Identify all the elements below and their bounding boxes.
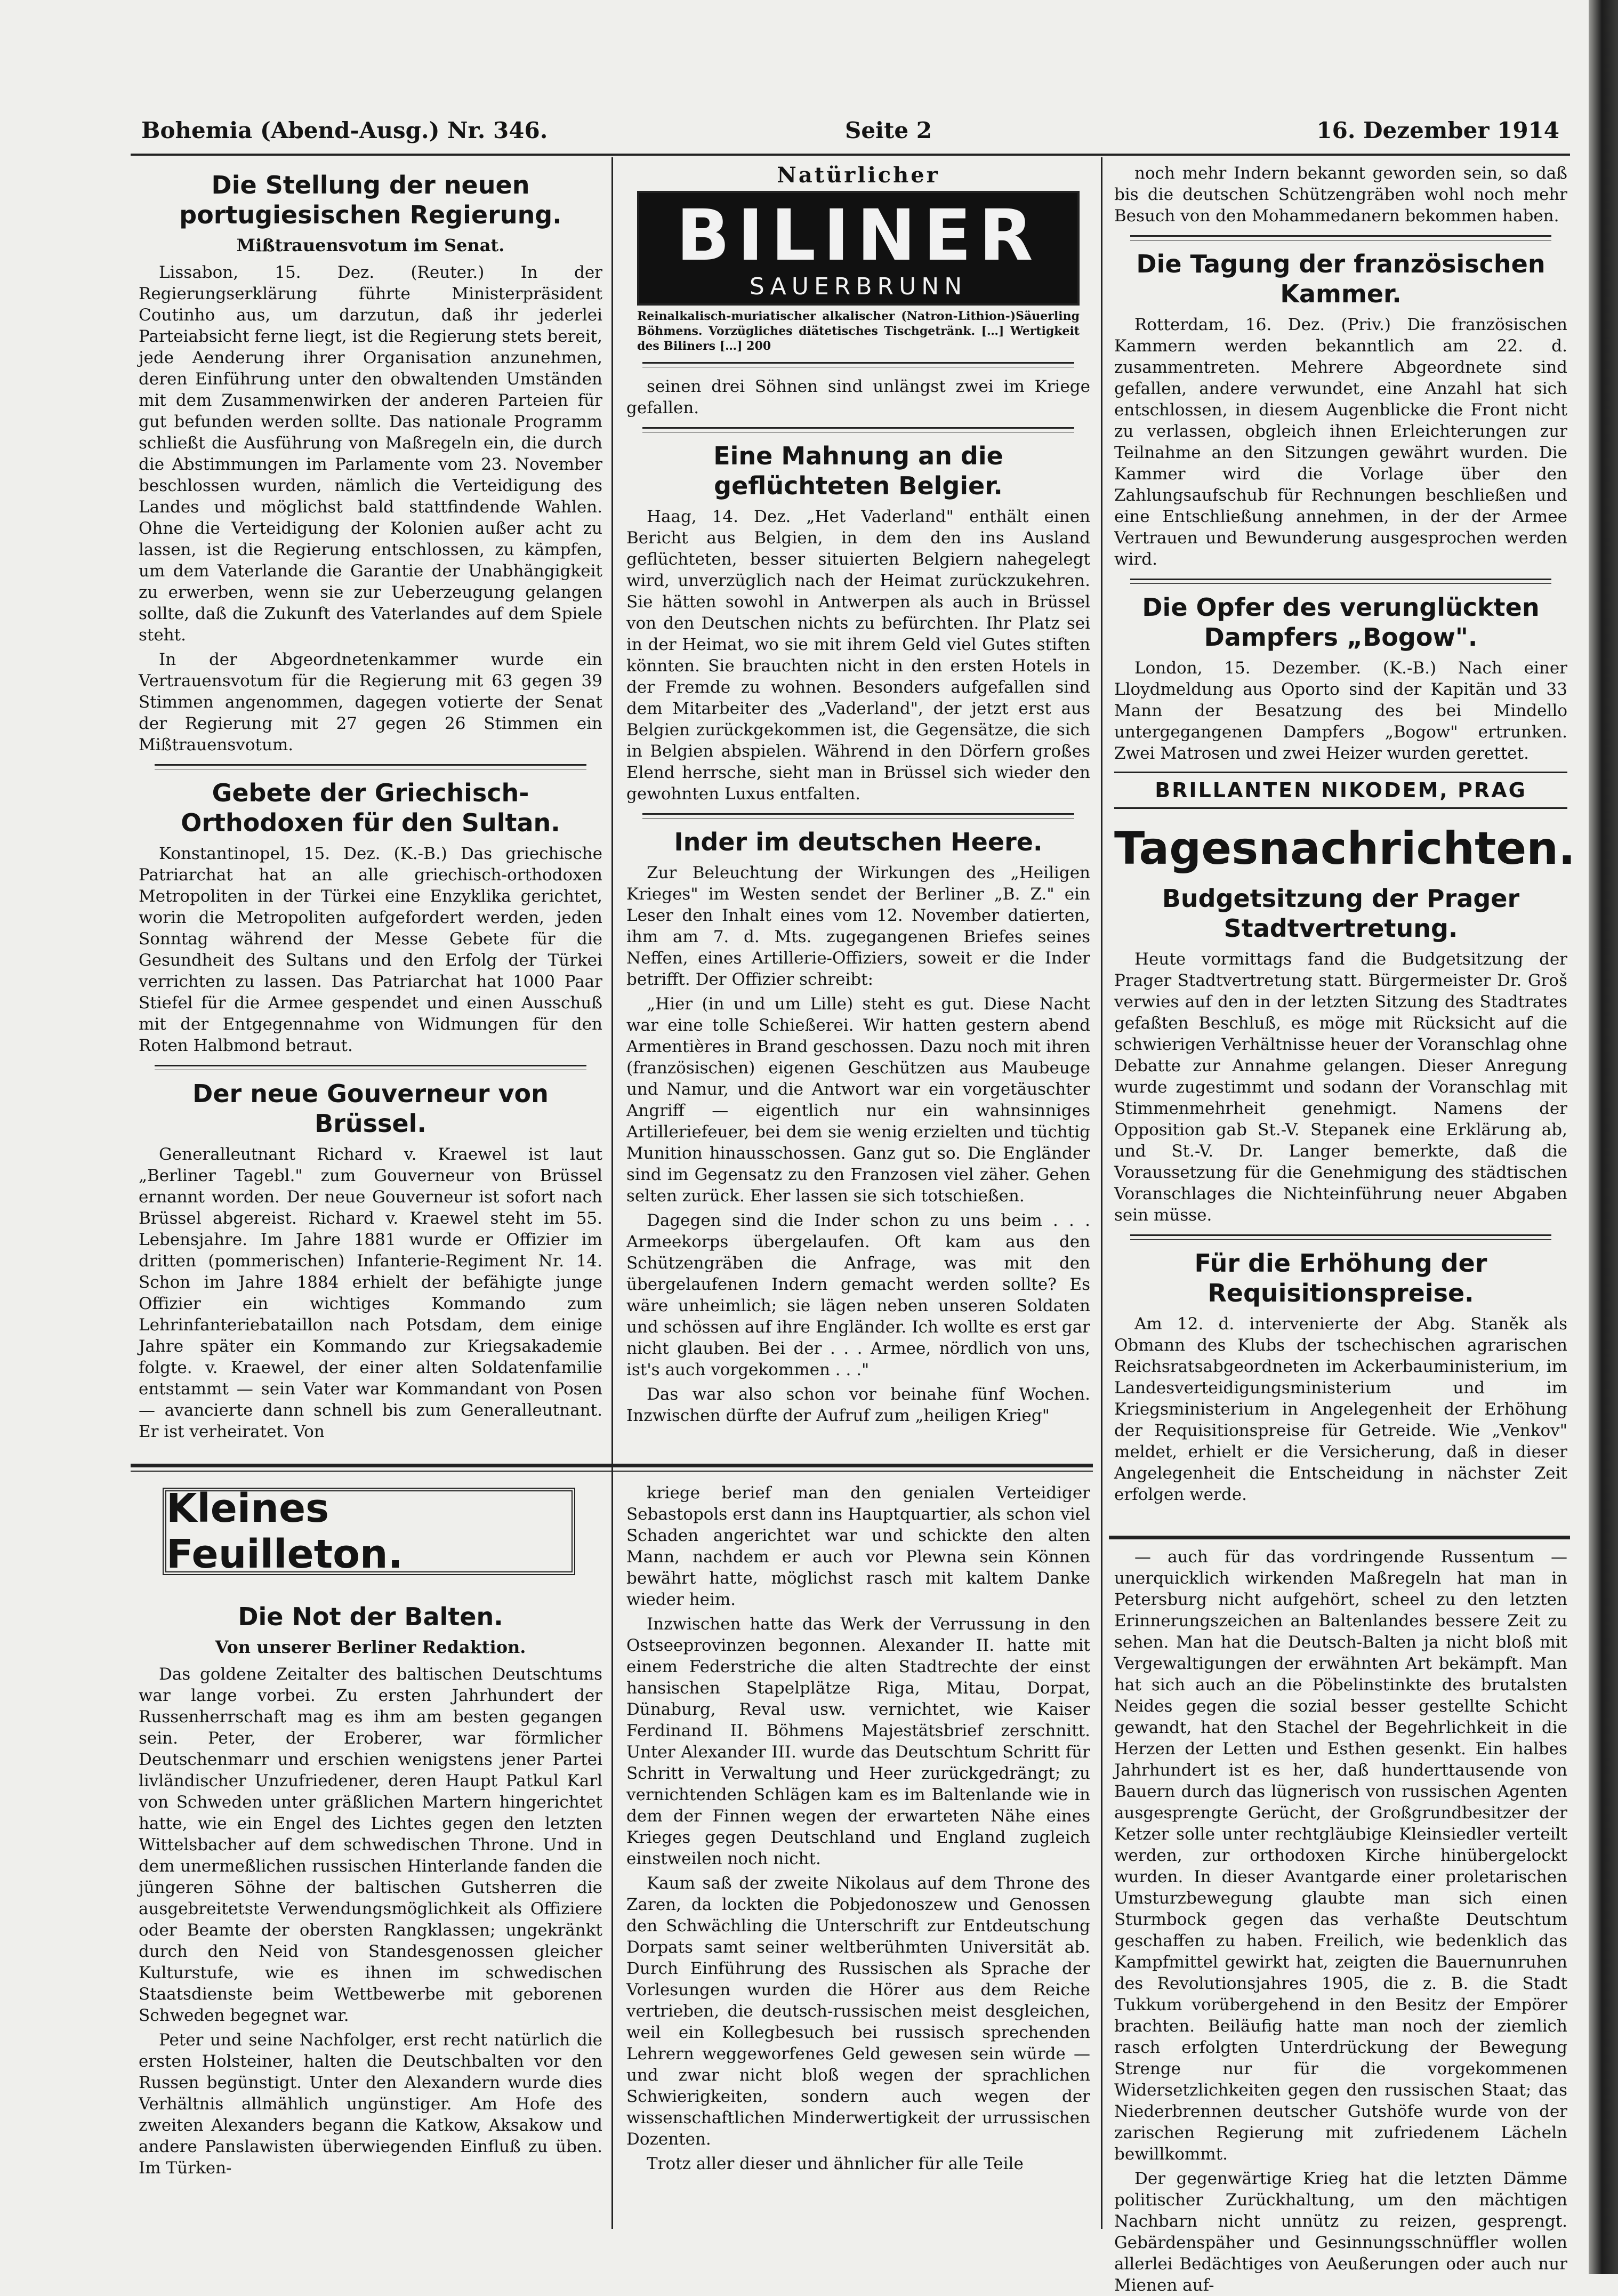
feuilleton-rule [131, 1464, 1093, 1467]
article-separator [155, 764, 586, 769]
article-headline: Für die Erhöhung der Requisitionspreise. [1194, 1249, 1487, 1307]
article-paragraph: Rotterdam, 16. Dez. (Priv.) Die französischen Kammern werden bekanntlich am 22. d. zusammentreten. Mehrere Abgeordnete sind gefallen, andere verwundet, eine Anzahl hat sich entschlossen, in diesem Augenblicke die Front nicht zu verlassen, obgleich ihnen Erleichterungen zur Teilnahme an den Sitzungen gewährt wurden. Die Kammer wird die Vorlage über den Zahlungsaufschub für Rechnungen beschließen und eine Entschließung annehmen, in der der Armee Vertrauen und Bewunderung ausgesprochen werden wird. [1114, 315, 1567, 569]
article-headline: Budgetsitzung der Prager Stadtvertretung. [1162, 884, 1520, 943]
article-separator [642, 362, 1074, 367]
article-continuation: noch mehr Indern bekannt geworden sein, so daß bis die deutschen Schützengräben wohl noch mehr Besuch von den Mohammedanern bekommen haben. [1114, 164, 1567, 226]
article-paragraph: Haag, 14. Dez. „Het Vaderland" enthält einen Bericht aus Belgien, in dem den ins Ausland geflüchteten, besser situierten Belgiern nahegelegt wird, unverzüglich nach der Heimat zurückzukehren. Sie hätten sowohl in Antwerpen als auch in Brüssel von den Deutschen nichts zu befürchten. Ihr Platz sei in der Heimat, wo sie mit ihrem Geld viel Gutes stiften könnten. Sie brauchten nicht in den ersten Hotels in der Fremde zu wohnen. Besonders aufgefallen sind dem Mitarbeiter des „Vaderland", der jetzt erst aus Belgien zurückgekommen ist, die Gegensätze, die sich in Belgien abspielen. Während in den Dörfern großes Elend herrsche, sieht man in Brüssel sich wieder den gewohnten Luxus entfalten. [626, 507, 1090, 804]
article-paragraph: Lissabon, 15. Dez. (Reuter.) In der Regierungserklärung führte Ministerpräsident Coutinho aus, um darzutun, daß ihr jederlei Parteiabsicht ferne liegt, ist die Regierung stets bereit, jede Aenderung ihrer Organisation anzunehmen, deren Einführung unter den obwaltenden Umständen mit dem Zusammenwirken der anderen Parteien für gut befunden werden sollte. Das nationale Programm schließt die Ausführung von Maßregeln ein, die durch die Abstimmungen im Parlamente vom 23. November beschlossen wurden, nämlich die Verteidigung des Landes und möglichst bald stattfindende Wahlen. Ohne die Verteidigung der Kolonien außer acht zu lassen, ist die Regierung entschlossen, zu kämpfen, um dem Vaterlande die Garantie der Unabhängigkeit zu erwerben, wenn sie zur Ueberzeugung gelangen sollte, daß die Zukunft des Vaterlandes auf dem Spiele steht. [139, 263, 602, 645]
section-heading: Tagesnachrichten. [1114, 822, 1575, 874]
article-headline: Eine Mahnung an die geflüchteten Belgier. [713, 441, 1003, 500]
article-separator [1130, 235, 1551, 240]
article-headline: Der neue Gouverneur von Brüssel. [192, 1079, 549, 1138]
biliner-advertisement [637, 163, 1080, 354]
article-headline: Die Opfer des verunglückten Dampfers „Bogow". [1142, 593, 1540, 652]
nikodem-advertisement: BRILLANTEN NIKODEM, PRAG [1114, 772, 1567, 809]
column-rule-1 [611, 157, 613, 2229]
header-publication: Bohemia (Abend-Ausg.) Nr. 346. [141, 117, 548, 143]
feuilleton-byline: Von unserer Berliner Redaktion. [215, 1637, 526, 1657]
feuilleton-paragraph: Kaum saß der zweite Nikolaus auf dem Throne des Zaren, da lockten die Pobjedonoszew und Genossen den Schwächling die Unterschrift zur Entdeutschung Dorpats samt seiner weltberühmten Universität ab. Durch Einführung des Russischen als Sprache der Vorlesungen wurden die Hörer aus dem Reiche vertrieben, die deutsch-russischen meist desgleichen, weil ein Kollegbesuch bei russisch sprechenden Lehrern weggeworfenes Geld gewesen sein würde — und zwar nicht bloß wegen der sprachlichen Schwierigkeiten, sondern auch wegen der wissenschaftlichen Minderwertigkeit der urrussischen Dozenten. [626, 1874, 1090, 2149]
article-paragraph: In der Abgeordnetenkammer wurde ein Vertrauensvotum für die Regierung mit 63 gegen 39 Stimmen angenommen, dagegen votierte der Senat der Regierung mit 27 gegen 26 Stimmen ein Mißtrauensvotum. [139, 650, 602, 754]
article-headline: Inder im deutschen Heere. [674, 828, 1043, 856]
ad-brand-name: BILINER [676, 195, 1041, 277]
article-headline: Gebete der Griechisch-Orthodoxen für den Sultan. [181, 778, 560, 837]
feuilleton-rule-right [1109, 1536, 1570, 1539]
article-paragraph: Zur Beleuchtung der Wirkungen des „Heiligen Krieges" im Westen sendet der Berliner „B. Z." ein Leser den Inhalt eines vom 12. November datierten, ihm am 7. d. Mts. zugegangenen Briefes seines Neffen, eines Artillerie-Offiziers, soweit er die Inder betrifft. Der Offizier schreibt: [626, 863, 1090, 989]
ad-tagline: Natürlicher [777, 163, 940, 188]
article-subheadline: Mißtrauensvotum im Senat. [236, 235, 505, 255]
article-paragraph: „Hier (in und um Lille) steht es gut. Diese Nacht war eine tolle Schießerei. Wir hatten gestern abend Armentières in Brand geschossen. Dazu noch mit ihren (französischen) eigenen Geschützen aus Maubeuge und Namur, und die Antwort war ein vorgetäuschter Angriff — eigentlich nur ein wahnsinniges Artilleriefeuer, bei dem sie wenig erzielten und tüchtig Munition hinausschossen. Ganz gut so. Die Engländer sind im Gegensatz zu den Franzosen viel zäher. Gehen selten zurück. Eher lassen sie sich totschießen. [626, 994, 1090, 1206]
article-headline: Die Tagung der französischen Kammer. [1136, 250, 1545, 308]
feuilleton-column-1 [139, 1594, 602, 2229]
article-paragraph: Generalleutnant Richard v. Kraewel ist laut „Berliner Tagebl." zum Gouverneur von Brüssel ernannt worden. Der neue Gouverneur ist sofort nach Brüssel abgereist. Richard v. Kraewel steht im 55. Lebensjahre. Im Jahre 1881 wurde er Offizier im dritten (pommerischen) Infanterie-Regiment Nr. 14. Schon im Jahre 1884 erhielt der befähigte junge Offizier ein wichtiges Kommando zum Lehrinfanteriebataillon nach Potsdam, dem einige Jahre später ein Kommando zur Kriegsakademie folgte. v. Kraewel, der einer alten Soldatenfamilie entstammt — sein Vater war Kommandant von Posen — avancierte dann schnell bis zum Generalleutnant. Er ist verheiratet. Von [139, 1145, 602, 1441]
feuilleton-rule-thin [131, 1471, 1093, 1472]
feuilleton-title: Die Not der Balten. [238, 1602, 503, 1631]
article-paragraph: Konstantinopel, 15. Dez. (K.-B.) Das griechische Patriarchat hat an alle griechisch-orthodoxen Metropoliten in der Türkei eine Enzyklika gerichtet, worin die Metropoliten aufgefordert werden, jeden Sonntag während der Messe Gebete für die Gesundheit des Sultans und den Erfolg der Türkei verrichten zu lassen. Das Patriarchat hat 1000 Paar Stiefel für die Armee gespendet und einen Ausschuß mit der Entgegennahme von Widmungen für den Roten Halbmond betraut. [139, 844, 602, 1055]
feuilleton-column-3 [1114, 1546, 1567, 2295]
feuilleton-paragraph: — auch für das vordringende Russentum — unerquicklich wirkenden Maßregeln hat man in Petersburg nicht aufgehört, scheel zu den letzten Erinnerungszeichen an Baltenlandes bessere Zeit zu sehen. Man hat die Deutsch-Balten ja nicht bloß mit Vergewaltigungen der erwähnten Art bekämpft. Man hat sich auch an die Pöbelinstinkte des brutalsten Neides gegen die sozial besser gestellte Schicht gewandt, hat den Stachel der Begehrlichkeit in die Herzen der Letten und Esthen gesenkt. Ein halbes Jahrhundert ist es her, daß hunderttausende von Bauern durch das lügnerisch von russischen Agenten ausgesprengte Gerücht, der Großgrundbesitzer der Ketzer solle unter rechtgläubige Kleinsiedler verteilt werden, zur orthodoxen Kirche hinübergelockt wurden. In dieser Avantgarde einer proletarischen Umsturzbewegung glaubte man sich einen Sturmbock gegen das verhaßte Deutschtum geschaffen zu haben. Freilich, wie bedenklich das Kampfmittel gewirkt hat, zeigten die Bauernunruhen des Revolutionsjahres 1905, die z. B. die Stadt Tukkum vorübergehend in den Besitz der Empörer brachten. Beiläufig hatte man noch der ziemlich rasch erfolgten Unterdrückung der Bewegung Strenge nur für die vorgekommenen Widersetzlichkeiten gegen den russischen Staat; das Niederbrennen deutscher Gutshöfe wurde von der zarischen Regierung mit zufriedenem Lächeln bewillkommt. [1114, 1547, 1567, 2164]
header-page-number: Seite 2 [845, 117, 932, 143]
article-paragraph: Am 12. d. intervenierte der Abg. Staněk als Obmann des Klubs der tschechischen agrarischen Reichsratsabgeordneten im Ackerbauministerium, im Landesverteidigungsministerium und im Kriegsministerium in Angelegenheit der Erhöhung der Requisitionspreise für Getreide. Wie „Venkov" meldet, erhielt er die Versicherung, daß in dieser Angelegenheit die Entscheidung in nächster Zeit erfolgen werde. [1114, 1314, 1567, 1504]
column-1-news [139, 163, 602, 1517]
header-rule [131, 154, 1570, 156]
header-date: 16. Dezember 1914 [1316, 117, 1559, 143]
ad-brand-sub: SAUERBRUNN [749, 273, 968, 300]
column-2-news [626, 163, 1090, 1517]
feuilleton-paragraph: Inzwischen hatte das Werk der Verrussung in den Ostseeprovinzen begonnen. Alexander II. hatte mit einem Federstriche die alten Stadtrechte der einst hansischen Stapelplätze Riga, Mitau, Dorpat, Dünaburg, Reval usw. vernichtet, wie Kaiser Ferdinand II. Böhmens Majestätsbrief zerschnitt. Unter Alexander III. wurde das Deutschtum Schritt für Schritt in Verwaltung und Heer zurückgedrängt; zu vernichtenden Schlägen kam es im Baltenlande wie in dem der Finnen wegen der erwarteten Nähe eines Krieges gegen Deutschland und England zugleich einstweilen noch nicht. [626, 1615, 1090, 1868]
feuilleton-paragraph: Der gegenwärtige Krieg hat die letzten Dämme politischer Zurückhaltung, um den mächtigen Nachbarn nicht unnütz zu reizen, gesprengt. Gebärdenspäher und Gesinnungsschnüffler wollen allerlei Bedächtiges von Aeußerungen oder auch nur Mienen auf- [1114, 2169, 1567, 2295]
article-separator [1130, 579, 1551, 584]
book-binding-edge [1589, 0, 1618, 2274]
feuilleton-paragraph: Trotz aller dieser und ähnlicher für alle Teile [647, 2154, 1024, 2173]
feuilleton-title-box [163, 1488, 575, 1575]
feuilleton-column-2 [626, 1482, 1090, 2229]
ad-fine-print: Reinalkalisch-muriatischer alkalischer (Natron-Lithion-)Säuerling Böhmens. Vorzügliches diätetisches Tischgetränk. […] Wertigkeit des Biliners […] 200 [637, 309, 1080, 353]
newspaper-page [131, 107, 1575, 2295]
article-separator [1130, 1234, 1551, 1240]
article-paragraph: Das war also schon vor beinahe fünf Wochen. Inzwischen dürfte der Aufruf zum „heiligen Krieg" [626, 1385, 1090, 1425]
column-3-news [1114, 163, 1575, 1530]
article-paragraph: London, 15. Dezember. (K.-B.) Nach einer Lloydmeldung aus Oporto sind der Kapitän und 33 Mann der Besatzung des bei Mindello untergegangenen Dampfers „Bogow" ertrunken. Zwei Matrosen und zwei Heizer wurden gerettet. [1114, 659, 1567, 763]
feuilleton-paragraph: Das goldene Zeitalter des baltischen Deutschtums war lange vorbei. Zu ersten Jahrhundert der Russenherrschaft mag es ihm am besten gegangen sein. Peter, der Eroberer, war förmlicher Deutschenmarr und erschien wenigstens jener Partei livländischer Unzufriedener, deren Haupt Patkul Karl von Schweden unter gräßlichen Martern hingerichtet hatte, wie ein Engel des Lichtes gegen den letzten Wittelsbacher auf dem schwedischen Throne. Und in dem unermeßlichen russischen Hinterlande fanden die jüngeren Söhne der baltischen Gutsherren die ausgebreitetste Verwendungsmöglichkeit als Offiziere oder Beamte der obersten Rangklassen; ungekränkt durch den Neid von Standesgenossen gleicher Kulturstufe, wie es ihnen im schwedischen Staatsdienste beim Wettbewerbe mit geborenen Schweden begegnet war. [139, 1665, 602, 2025]
article-headline: Die Stellung der neuen portugiesischen Regierung. [179, 171, 562, 229]
page-header [131, 107, 1570, 155]
article-continuation: seinen drei Söhnen sind unlängst zwei im Kriege gefallen. [626, 377, 1090, 418]
article-separator [155, 1065, 586, 1070]
column-rule-2 [1101, 157, 1102, 2229]
feuilleton-box-label: Kleines Feuilleton. [166, 1486, 403, 1577]
article-paragraph: Heute vormittags fand die Budgetsitzung der Prager Stadtvertretung statt. Bürgermeister Dr. Groš verwies auf den in der letzten Sitzung des Stadtrates gefaßten Beschluß, es möge mit Rücksicht auf die schwierigen Verhältnisse heuer der Voranschlag ohne Debatte zur Annahme gelangen. Dieser Anregung wurde zugestimmt und sodann der Voranschlag mit Stimmenmehrheit genehmigt. Namens der Opposition gab St.-V. Stepanek eine Erklärung ab, und St.-V. Dr. Langer bemerkte, daß die Voraussetzung für die Genehmigung des städtischen Voranschlages die Nichteinführung neuer Abgaben sein müsse. [1114, 950, 1567, 1225]
article-paragraph: Dagegen sind die Inder schon zu uns beim . . . Armeekorps übergelaufen. Oft kam aus den Schützengräben die Anfrage, was mit den übergelaufenen Indern gemacht werden sollte? Es wäre unheimlich; sie lägen neben unseren Soldaten und schössen auf ihre Engländer. Ich wollte es erst gar nicht glauben. Bei der . . . Armee, nördlich von uns, ist's auch vorgekommen . . ." [626, 1211, 1090, 1379]
article-separator [642, 813, 1074, 818]
ad-brand-box [637, 191, 1080, 306]
article-separator [642, 427, 1074, 432]
feuilleton-paragraph: kriege berief man den genialen Verteidiger Sebastopols erst dann ins Hauptquartier, als schon viel Schaden angerichtet war und schickte den alten Mann, nachdem er auch vor Plewna sein Können bewährt hatte, möglichst rasch mit kaltem Danke wieder heim. [626, 1483, 1090, 1609]
feuilleton-paragraph: Peter und seine Nachfolger, erst recht natürlich die ersten Holsteiner, halten die Deutschbalten vor den Russen begünstigt. Unter den Alexandern wurde dies Verhältnis allmählich ungünstiger. Am Hofe des zweiten Alexanders begann die Katkow, Aksakow und andere Panslawisten überwiegenden Einfluß zu üben. Im Türken- [139, 2030, 602, 2178]
